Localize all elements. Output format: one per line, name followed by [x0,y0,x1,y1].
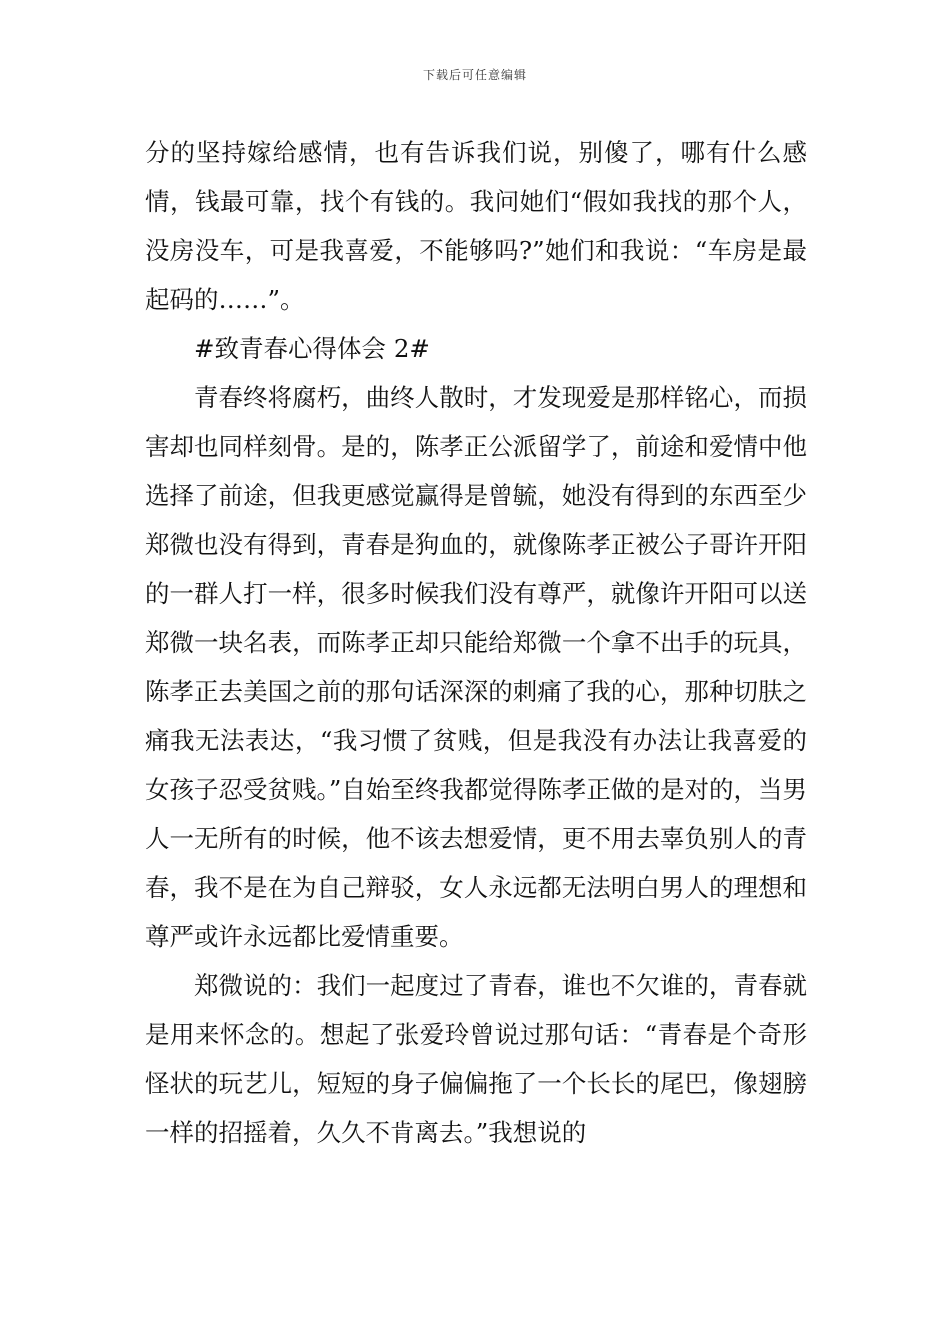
section-heading: #致青春心得体会 2# [194,334,430,363]
paragraph: 青春终将腐朽，曲终人散时，才发现爱是那样铭心，而损害却也同样刻骨。是的，陈孝正公派留学了，前途和爱情中他选择了前途，但我更感觉赢得是曾毓，她没有得到的东西至少郑微也没有得到，青春是狗血的，就像陈孝正被公子哥许开阳的一群人打一样，很多时候我们没有尊严，就像许开阳可以送郑微一块名表，而陈孝正却只能给郑微一个拿不出手的玩具，陈孝正去美国之前的那句话深深的刺痛了我的心，那种切肤之痛我无法表达，“我习惯了贫贱，但是我没有办法让我喜爱的女孩子忍受贫贱。”自始至终我都觉得陈孝正做的是对的，当男人一无所有的时候，他不该去想爱情，更不用去辜负别人的青春，我不是在为自己辩驳，女人永远都无法明白男人的理想和尊严或许永远都比爱情重要。 [145,383,807,951]
document-body [145,128,807,1157]
header-note: 下载后可任意编辑 [422,68,527,82]
paragraph: 郑微说的：我们一起度过了青春，谁也不欠谁的，青春就是用来怀念的。想起了张爱玲曾说过那句话：“青春是个奇形怪状的玩艺儿，短短的身子偏偏拖了一个长长的尾巴，像翅膀一样的招摇着，久久不肯离去。”我想说的 [145,971,807,1147]
paragraph-continuation: 分的坚持嫁给感情，也有告诉我们说，别傻了，哪有什么感情，钱最可靠，找个有钱的。我问她们“假如我找的那个人，没房没车，可是我喜爱，不能够吗?”她们和我说：“车房是最起码的……”。 [145,138,807,314]
